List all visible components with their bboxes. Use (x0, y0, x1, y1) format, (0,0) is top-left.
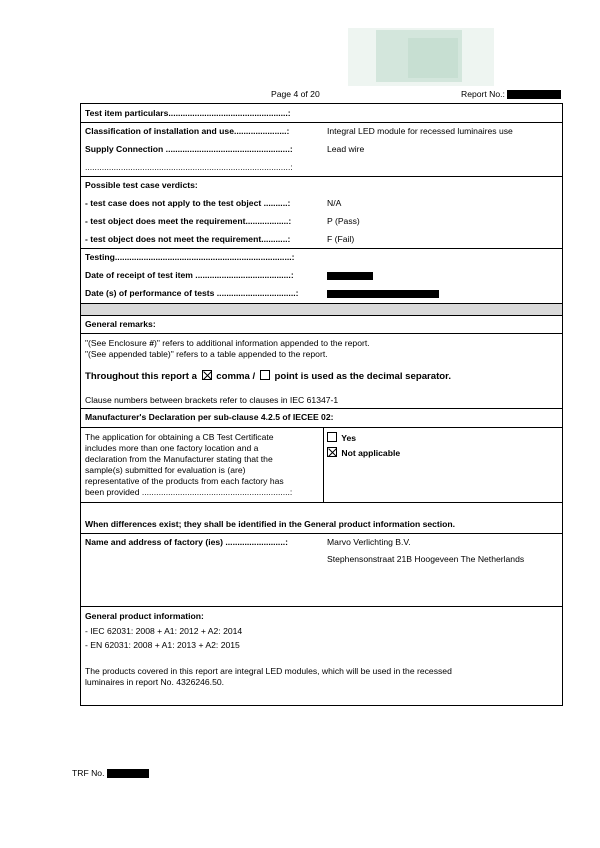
supply-connection-value: Lead wire (327, 144, 365, 154)
verdict-fail-label: - test object does not meet the requirement...........: (85, 234, 291, 244)
supply-connection-label: Supply Connection ....................................................: (85, 144, 293, 154)
factory-address: Stephensonstraat 21B Hoogeveen The Netherlands (327, 554, 525, 564)
remark-appended-table: "(See appended table)" refers to a table appended to the report. (85, 349, 328, 359)
factory-name: Marvo Verlichting B.V. (327, 537, 411, 547)
point-checkbox-empty (260, 370, 270, 380)
verdict-pass-label: - test object does meet the requirement..................: (85, 216, 292, 226)
blank-field-label: ......................................................................................: (85, 162, 293, 172)
general-remarks-heading: General remarks: (85, 319, 156, 329)
yes-checkbox-empty (327, 432, 337, 442)
not-applicable-checkbox-checked (327, 447, 337, 457)
testing-label: Testing..........................................................................: (85, 252, 295, 262)
test-report-form (80, 103, 563, 706)
decimal-separator-statement: Throughout this report a comma / point is used as the decimal separator. (85, 371, 452, 382)
remark-enclosure: "(See Enclosure #)" refers to additional information appended to the report. (85, 338, 370, 348)
clause-number-note: Clause numbers between brackets refer to clauses in IEC 61347-1 (85, 395, 339, 405)
verdict-fail-value: F (Fail) (327, 234, 355, 244)
not-applicable-option: Not applicable (325, 447, 400, 458)
classification-value: Integral LED module for recessed luminaires use (327, 126, 513, 136)
factory-label: Name and address of factory (ies) .........................: (85, 537, 288, 547)
date-performance-redacted (327, 288, 439, 298)
verdict-pass-value: P (Pass) (327, 216, 360, 226)
product-description: The products covered in this report are integral LED modules, which will be used in the recessed luminaires in report No. 4326246.50. (85, 666, 452, 687)
page-header (80, 89, 570, 101)
report-number: Report No.: (461, 89, 561, 99)
differences-note: When differences exist; they shall be identified in the General product information section. (85, 519, 456, 529)
page-number: Page 4 of 20 (271, 89, 320, 99)
test-item-particulars-label: Test item particulars..................................................: (85, 108, 291, 118)
standard-en: - EN 62031: 2008 + A1: 2013 + A2: 2015 (85, 640, 240, 650)
standard-iec: - IEC 62031: 2008 + A1: 2012 + A2: 2014 (85, 626, 243, 636)
manufacturer-declaration-text: The application for obtaining a CB Test Certificate includes more than one factory location and a declaration from the Manufacturer stating that the sample(s) submitted for evaluation is (are) representative of the products from each factory has been provided ..............................................................: (85, 432, 293, 497)
shaded-separator-row (81, 304, 562, 315)
footer-trf: TRF No. (72, 768, 149, 778)
comma-checkbox-checked (202, 370, 212, 380)
yes-option: Yes (325, 432, 356, 443)
classification-label: Classification of installation and use......................: (85, 126, 290, 136)
trf-redaction-bar (107, 769, 149, 778)
manufacturer-declaration-heading: Manufacturer's Declaration per sub-clause 4.2.5 of IECEE 02: (85, 412, 334, 422)
date-receipt-redacted (327, 270, 373, 280)
verdict-na-value: N/A (327, 198, 342, 208)
redaction-bar (507, 90, 561, 99)
blurred-logo (348, 28, 494, 86)
verdicts-heading: Possible test case verdicts: (85, 180, 198, 190)
date-receipt-label: Date of receipt of test item ........................................: (85, 270, 294, 280)
general-product-info-heading: General product information: (85, 611, 204, 621)
verdict-na-label: - test case does not apply to the test object ..........: (85, 198, 291, 208)
date-performance-label: Date (s) of performance of tests .................................: (85, 288, 299, 298)
